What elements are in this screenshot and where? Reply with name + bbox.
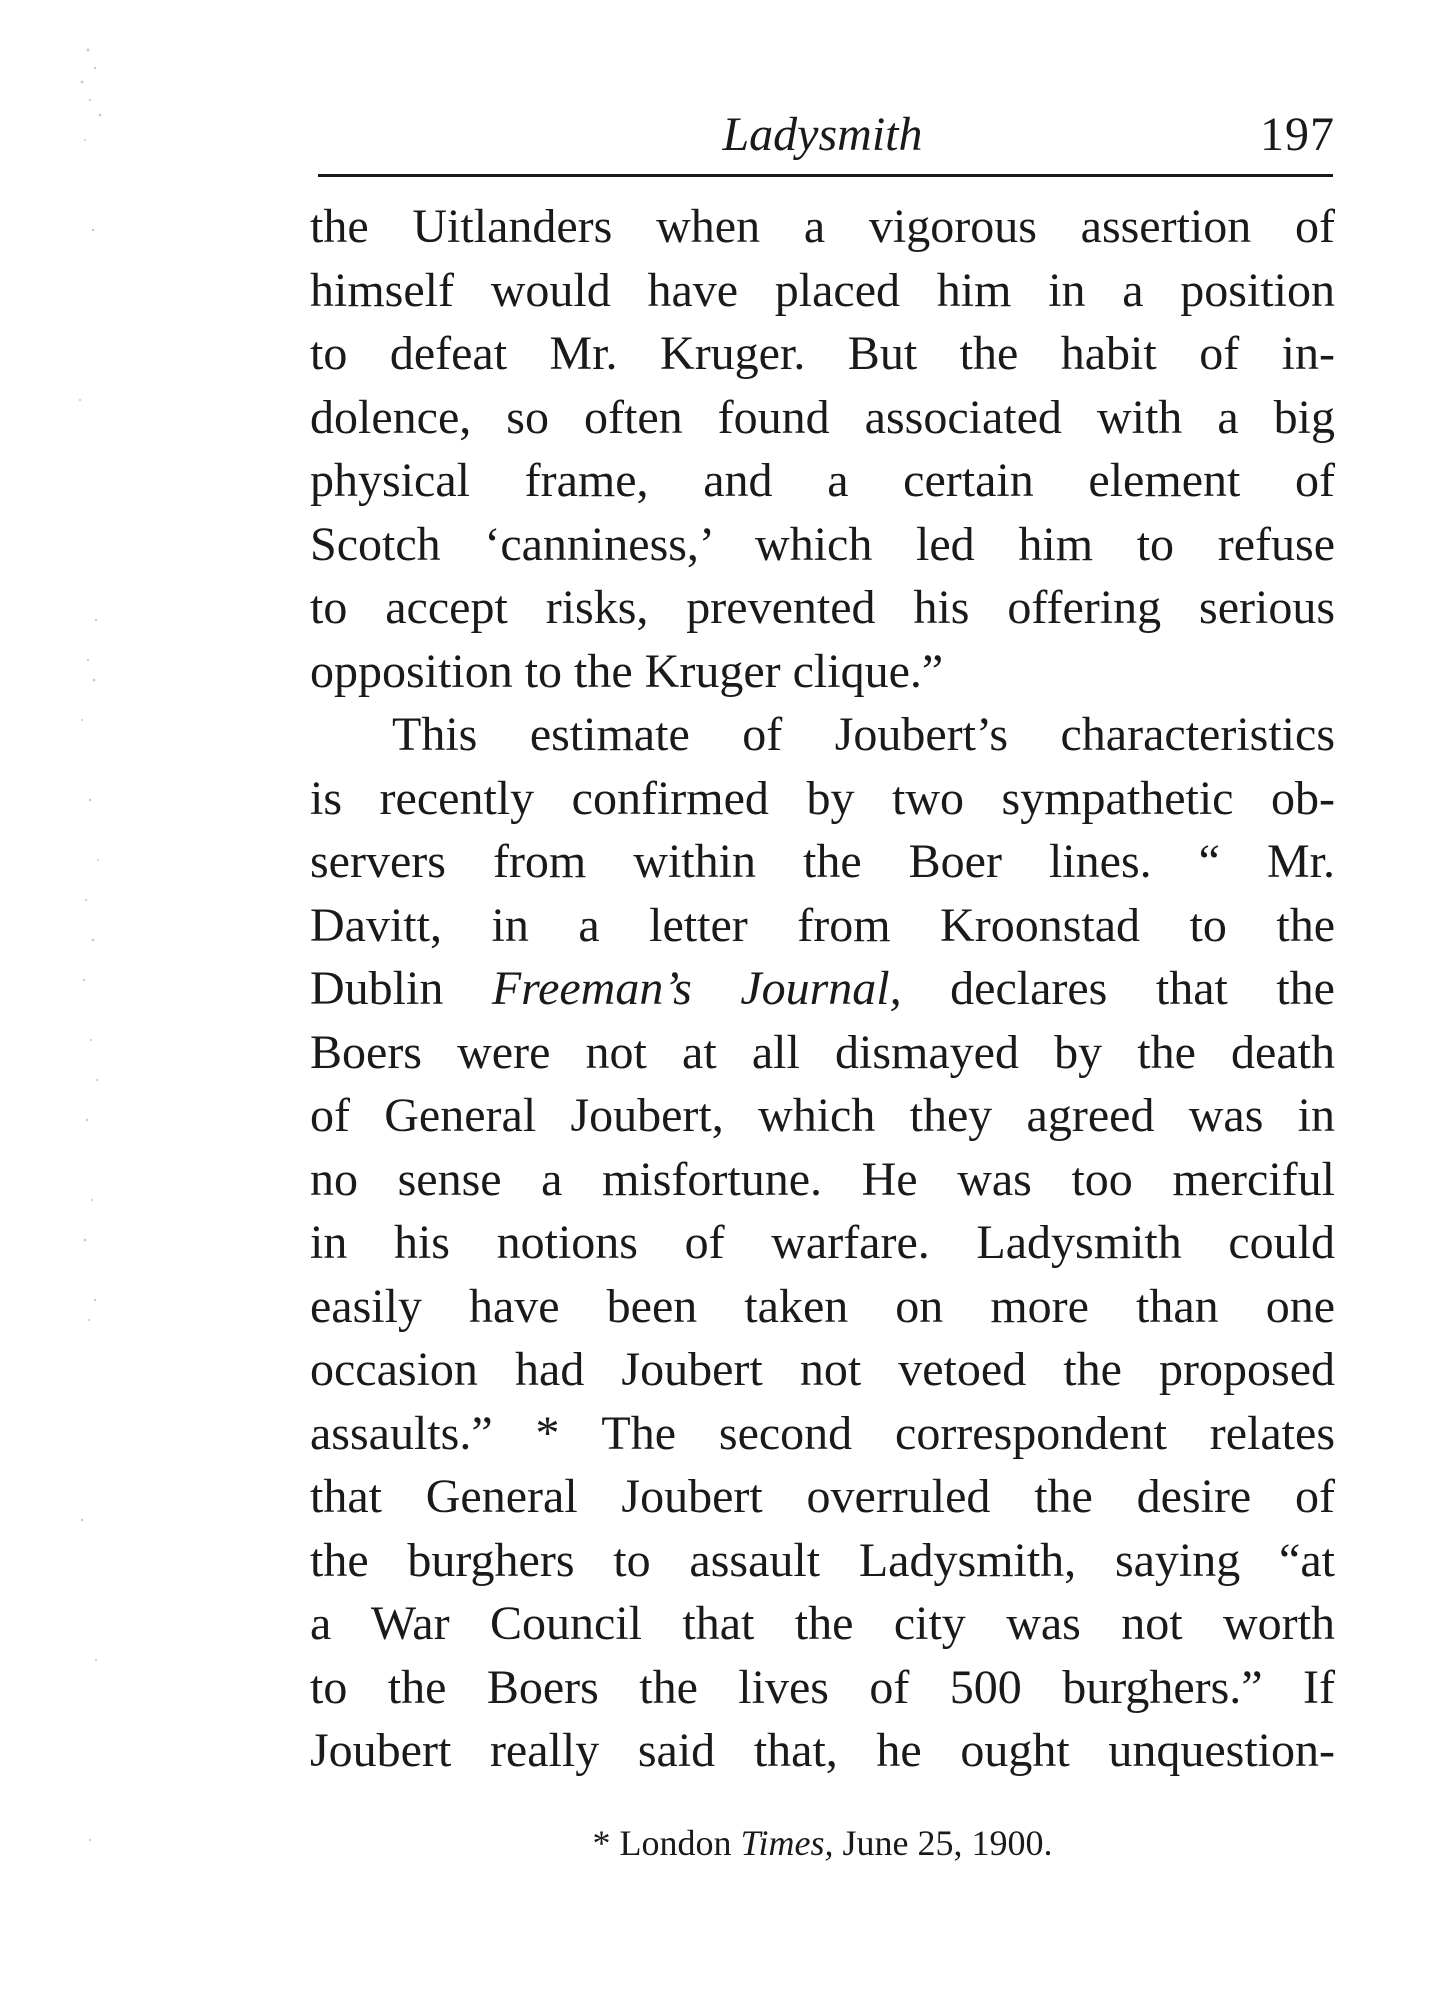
text-line: to defeat Mr. Kruger. But the habit of in- bbox=[310, 327, 1335, 380]
text-line: Davitt, in a letter from Kroonstad to the bbox=[310, 898, 1335, 952]
footnote-date: June 25, 1900. bbox=[833, 1823, 1053, 1863]
text-line-with-italic bbox=[310, 957, 1335, 1021]
header-rule bbox=[318, 174, 1333, 177]
text-line: no sense a misfortune. He was too merciful bbox=[310, 1152, 1335, 1206]
text-segment: declares that the bbox=[901, 962, 1335, 1015]
page-number: 197 bbox=[1260, 108, 1335, 161]
footnote bbox=[310, 1815, 1335, 1871]
running-header bbox=[310, 100, 1335, 170]
italic-journal-title: Freeman’s Journal, bbox=[491, 962, 902, 1015]
text-line: the burghers to assault Ladysmith, saying “at bbox=[310, 1533, 1335, 1587]
text-line: is recently confirmed by two sympathetic ob- bbox=[310, 771, 1335, 825]
text-line: opposition to the Kruger clique.” bbox=[310, 644, 944, 698]
footnote-source-title: Times, bbox=[740, 1823, 834, 1863]
text-line: physical frame, and a certain element of bbox=[310, 454, 1335, 507]
text-line: of General Joubert, which they agreed was in bbox=[310, 1089, 1335, 1142]
text-line: dolence, so often found associated with a big bbox=[310, 390, 1335, 444]
text-line: himself would have placed him in a position bbox=[310, 263, 1335, 317]
text-line: assaults.” * The second correspondent relates bbox=[310, 1406, 1335, 1460]
paragraph-first-line: This estimate of Joubert’s characteristics bbox=[392, 708, 1335, 761]
text-line: to accept risks, prevented his offering serious bbox=[310, 581, 1335, 634]
text-line: occasion had Joubert not vetoed the proposed bbox=[310, 1343, 1335, 1396]
text-segment: Dublin bbox=[310, 962, 492, 1015]
text-line: that General Joubert overruled the desire of bbox=[310, 1470, 1335, 1523]
text-line: servers from within the Boer lines. “ Mr. bbox=[310, 835, 1335, 888]
paper-speckle-decoration bbox=[60, 20, 120, 1870]
text-line: the Uitlanders when a vigorous assertion of bbox=[310, 200, 1335, 253]
text-line: easily have been taken on more than one bbox=[310, 1279, 1335, 1333]
text-line: to the Boers the lives of 500 burghers.” If bbox=[310, 1660, 1335, 1714]
text-line: Scotch ‘canniness,’ which led him to refuse bbox=[310, 517, 1335, 571]
text-line: a War Council that the city was not worth bbox=[310, 1597, 1335, 1650]
text-line: Joubert really said that, he ought unquestion- bbox=[310, 1724, 1335, 1777]
body-text bbox=[310, 195, 1335, 1783]
text-line: in his notions of warfare. Ladysmith could bbox=[310, 1216, 1335, 1269]
footnote-marker: * London bbox=[592, 1823, 741, 1863]
text-line: Boers were not at all dismayed by the death bbox=[310, 1025, 1335, 1079]
running-title: Ladysmith bbox=[722, 108, 923, 161]
